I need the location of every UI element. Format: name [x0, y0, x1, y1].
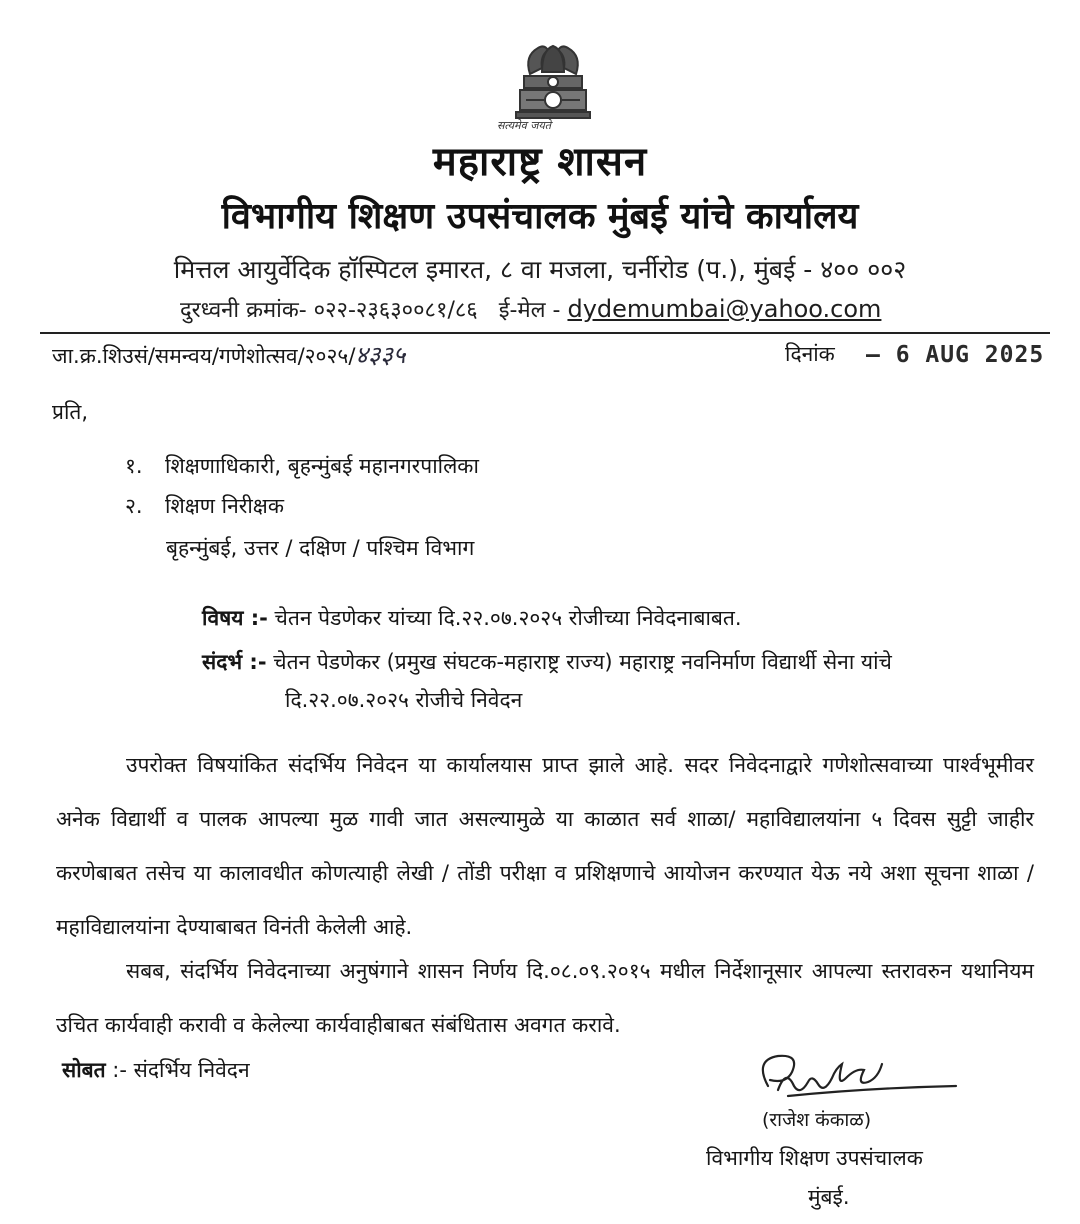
email-label: ई-मेल -: [498, 298, 561, 323]
office-address: मित्तल आयुर्वेदिक हॉस्पिटल इमारत, ८ वा मजला, चर्नीरोड (प.), मुंबई - ४०० ००२: [173, 255, 907, 284]
enclosure-label: सोबत: [62, 1058, 106, 1082]
signature-scribble: [748, 1046, 958, 1108]
date-label: दिनांक: [785, 342, 835, 366]
reference-number: [52, 338, 405, 371]
recipient-item-continuation: बृहन्मुंबई, उत्तर / दक्षिण / पश्चिम विभाग: [166, 536, 475, 560]
phone-number: दुरध्वनी क्रमांक- ०२२-२३६३००८१/८६: [180, 298, 478, 323]
reference-line: [202, 648, 892, 676]
enclosure-line: [62, 1056, 250, 1084]
signatory-name: (राजेश कंकाळ): [762, 1109, 872, 1131]
enclosure-text: :- संदर्भिय निवेदन: [112, 1058, 250, 1082]
recipient-number: २.: [125, 494, 143, 518]
government-title: महाराष्ट्र शासन: [432, 139, 648, 185]
body-paragraph-2: सबब, संदर्भिय निवेदनाच्या अनुषंगाने शासन निर्णय दि.०८.०९.२०१५ मधील निर्देशानूसार आपल्या स्तरावरुन यथानियम उचित कार्यवाही करावी व केलेल्या कार्यवाहीबाबत संबंधितास अवगत करावे.: [56, 959, 1034, 1037]
reference-number-prefix: जा.क्र.शिउसं/समन्वय/गणेशोत्सव/२०२५/: [52, 344, 356, 368]
subject-label: विषय :-: [202, 606, 268, 630]
date-stamp: – 6 AUG 2025: [866, 342, 1045, 368]
email-link[interactable]: dydemumbai@yahoo.com: [567, 295, 882, 323]
emblem-motto: सत्यमेव जयते: [497, 119, 552, 132]
recipient-text: शिक्षणाधिकारी, बृहन्मुंबई महानगरपालिका: [165, 454, 479, 478]
reference-number-handwritten: ४३३५: [355, 341, 406, 369]
recipient-item: [125, 452, 479, 480]
reference-label: संदर्भ :-: [202, 650, 267, 674]
subject-line: [202, 604, 742, 632]
reference-text: चेतन पेडणेकर (प्रमुख संघटक-महाराष्ट्र राज्य) महाराष्ट्र नवनिर्माण विद्यार्थी सेना यांचे: [273, 650, 892, 674]
recipient-number: १.: [125, 454, 143, 478]
header-divider: [40, 332, 1050, 334]
contact-line: [180, 294, 881, 324]
body-paragraph-1: उपरोक्त विषयांकित संदर्भिय निवेदन या कार्यालयास प्राप्त झाले आहे. सदर निवेदनाद्वारे गणेशोत्सवाच्या पार्श्वभूमीवर अनेक विद्यार्थी व पालक आपल्या मुळ गावी जात असल्यामुळे या काळात सर्व शाळा/ महाविद्यालयांना ५ दिवस सुट्टी जाहीर करणेबाबत तसेच या कालावधीत कोणत्याही लेखी / तोंडी परीक्षा व प्रशिक्षणाचे आयोजन करण्यात येऊ नये अशा सूचना शाळा / महाविद्यालयांना देण्याबाबत विनंती केलेली आहे.: [56, 753, 1034, 939]
office-title: विभागीय शिक्षण उपसंचालक मुंबई यांचे कार्यालय: [221, 196, 859, 237]
signatory-city: मुंबई.: [808, 1185, 850, 1209]
salutation: प्रति,: [52, 400, 89, 424]
reference-line-continuation: दि.२२.०७.२०२५ रोजीचे निवेदन: [285, 688, 523, 712]
recipient-text: शिक्षण निरीक्षक: [165, 494, 284, 518]
subject-text: चेतन पेडणेकर यांच्या दि.२२.०७.२०२५ रोजीच्या निवेदनाबाबत.: [274, 606, 742, 630]
signatory-designation: विभागीय शिक्षण उपसंचालक: [706, 1146, 923, 1170]
recipient-item: [125, 492, 284, 520]
